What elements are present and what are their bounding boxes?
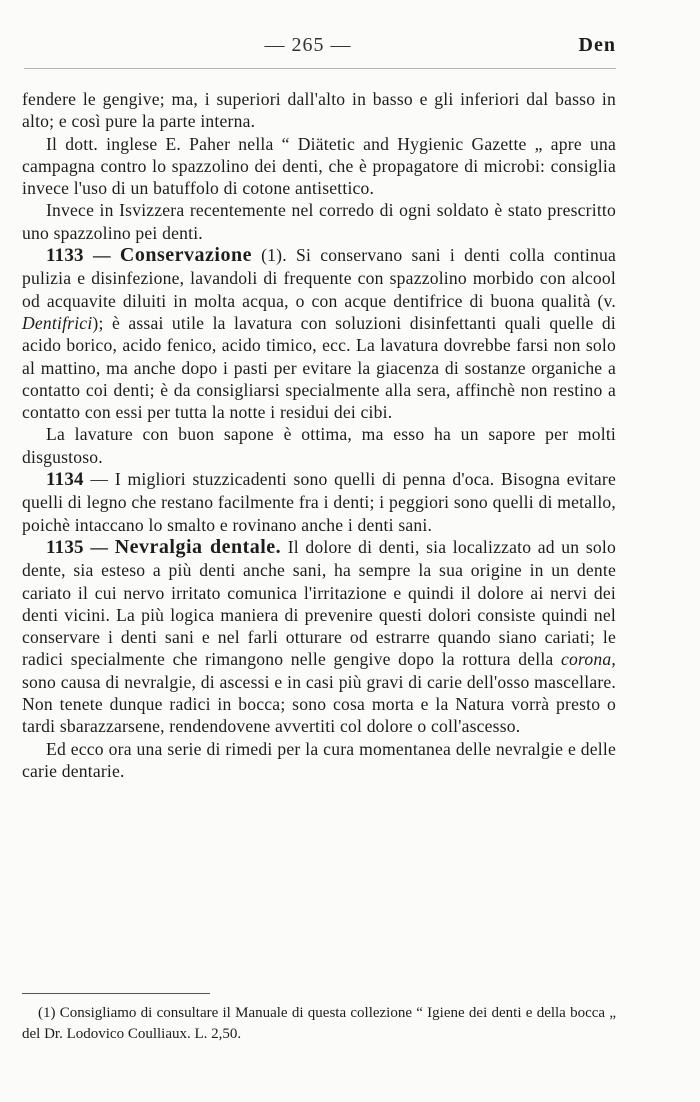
page-header — [0, 30, 700, 60]
section-title: Nevralgia dentale. — [114, 535, 282, 558]
page-number: — 265 — — [264, 34, 352, 56]
paragraph-text: — I migliori stuzzicadenti sono quelli di penna d'oca. Bisogna evitare quelli di legno che restano facilmente fra i denti; i peggiori sono quelli di metallo, poichè intaccano lo smalto e rovinano anche i denti sani. — [22, 469, 616, 535]
section-number: 1135 — [46, 536, 84, 558]
italic-term: corona — [561, 649, 612, 670]
section-number: 1134 — [46, 469, 84, 491]
paragraph-rimedi — [22, 738, 616, 783]
paragraph-sapone — [22, 423, 616, 468]
paragraph-text: La lavature con buon sapone è ottima, ma esso ha un sapore per molti disgustoso. — [22, 424, 616, 467]
section-title: Conservazione — [119, 244, 252, 267]
paragraph-text: fendere le gengive; ma, i superiori dall'alto in basso e gli inferiori dal basso in alto; e così pure la parte interna. — [22, 89, 616, 132]
header-rule — [24, 68, 616, 69]
section-1133: 1133 — Conservazione (1). Si conservano sani i denti colla continua pulizia e disinfezione, lavandoli di frequente con spazzolino morbido con alcool od acquavite diluiti in molta acqua, o con acque dentifrice di buona qualità (v. Dentifrici); è assai utile la lavatura con soluzioni disinfettanti quali quelle di acido borico, acido fenico, acido timico, ecc. La lavatura dovrebbe farsi non solo al mattino, ma anche dopo i pasti per evitare la giacenza di sostanze organiche a contatto coi denti; è da consigliarsi specialmente alla sera, affinchè non restino a contatto con essi per tutta la notte i residui dei cibi. — [22, 244, 616, 423]
paragraph-text: , sono causa di nevralgie, di ascessi e in casi più gravi di carie dell'osso mascellare. Non tenete dunque radici in bocca; sono cosa morta e la Natura vorrà presto o tardi sbarazzarsene, rendendovene avvertiti col dolore o coll'ascesso. — [22, 649, 616, 737]
paragraph-text: Ed ecco ora una serie di rimedi per la cura momentanea delle nevralgie e delle carie dentarie. — [22, 738, 616, 781]
footnote-rule — [22, 993, 210, 994]
section-1134 — [22, 468, 616, 536]
paragraph-text: (1). Si conservano sani i denti colla continua pulizia e disinfezione, lavandoli di frequente con spazzolino morbido con alcool od acquavite diluiti in molta acqua, o con acque dentifrice di buona qualità (v. — [22, 245, 616, 311]
body-text — [22, 88, 616, 782]
section-1135: 1135 — Nevralgia dentale. Il dolore di denti, sia localizzato ad un solo dente, sia esteso a più denti anche sani, ha sempre la sua origine in un dente cariato il cui nervo irritato comunica l'irritazione e quindi il dolore ai nervi dei denti vicini. La più logica maniera di prevenire questi dolori consiste quindi nel conservare i denti sani e nel farli otturare od estrarre quando siano cariati; le radici specialmente che rimangono nelle gengive dopo la rottura della corona, sono causa di nevralgie, di ascessi e in casi più gravi di carie dell'osso mascellare. Non tenete dunque radici in bocca; sono cosa morta e la Natura vorrà presto o tardi sbarazzarsene, rendendovene avvertiti col dolore o coll'ascesso. — [22, 535, 616, 737]
section-number: 1133 — [46, 245, 84, 267]
running-head: Den — [578, 34, 616, 56]
italic-term: Dentifrici — [22, 312, 93, 333]
paragraph-text: ); è assai utile la lavatura con soluzioni disinfettanti quali quelle di acido borico, acido fenico, acido timico, ecc. La lavatura dovrebbe farsi non solo al mattino, ma anche dopo i pasti per evitare la giacenza di sostanze organiche a contatto coi denti; è da consigliarsi specialmente alla sera, affinchè non restino a contatto con essi per tutta la notte i residui dei cibi. — [22, 312, 616, 423]
paragraph-paher — [22, 133, 616, 200]
paragraph-text: Invece in Isvizzera recentemente nel corredo di ogni soldato è stato prescritto uno spazzolino pei denti. — [22, 200, 616, 243]
paragraph-continued — [22, 88, 616, 133]
footnote: (1) Consigliamo di consultare il Manuale di questa collezione “ Igiene dei denti e della bocca „ del Dr. Lodovico Coulliaux. L. 2,50. — [22, 1005, 616, 1042]
paragraph-svizzera — [22, 199, 616, 244]
paragraph-text: Il dott. inglese E. Paher nella “ Diätetic and Hygienic Gazette „ apre una campagna contro lo spazzolino dei denti, che è propagatore di microbi: consiglia invece l'uso di un batuffolo di cotone antisettico. — [22, 133, 616, 199]
paragraph-text: Il dolore di denti, sia localizzato ad un solo dente, sia esteso a più denti anche sani, ha sempre la sua origine in un dente cariato il cui nervo irritato comunica l'irritazione e quindi il dolore ai nervi dei denti vicini. La più logica maniera di prevenire questi dolori consiste quindi nel conservare i denti sani e nel farli otturare od estrarre quando siano cariati; le radici specialmente che rimangono nelle gengive dopo la rottura della — [22, 536, 616, 670]
